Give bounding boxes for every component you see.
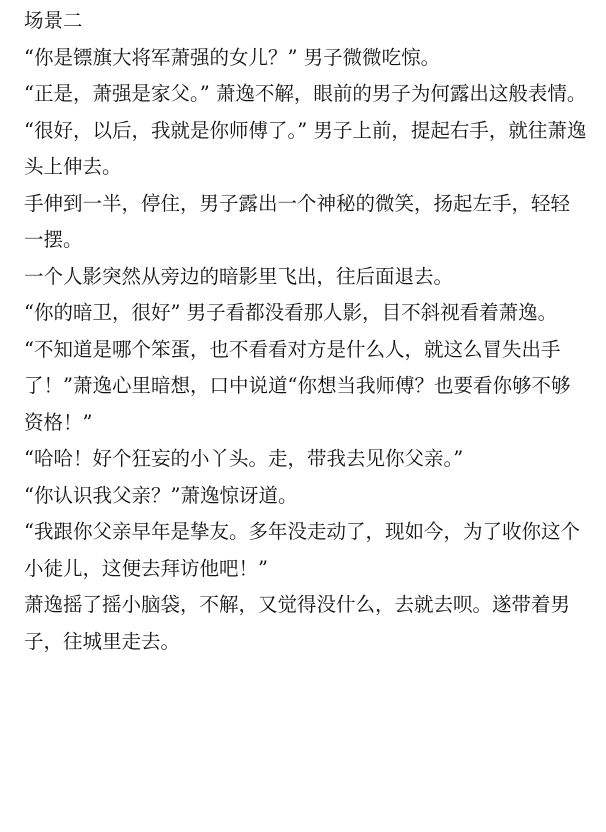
paragraph-1: “你是镖旗大将军萧强的女儿？” 男子微微吃惊。 <box>24 45 441 69</box>
paragraph-6: “你的暗卫，很好” 男子看都没看那人影，目不斜视看着萧逸。 <box>24 301 558 324</box>
paragraph-11: 萧逸摇了摇小脑袋，不解，又觉得没什么，去就去呗。遂带着男子，往城里走去。 <box>24 593 571 653</box>
paragraph-10: “我跟你父亲早年是挚友。多年没走动了，现如今，为了收你这个小徒儿，这便去拜访他吧！” <box>24 520 580 580</box>
paragraph-4: 手伸到一半，停住，男子露出一个神秘的微笑，扬起左手，轻轻一摆。 <box>24 191 571 251</box>
paragraph-3: “很好，以后，我就是你师傅了。” 男子上前，提起右手，就往萧逸头上伸去。 <box>24 118 587 178</box>
paragraph-9: “你认识我父亲？”萧逸惊讶道。 <box>24 483 298 507</box>
paragraph-8: “哈哈！好个狂妄的小丫头。走，带我去见你父亲。” <box>24 447 464 470</box>
paragraph-2: “正是，萧强是家父。” 萧逸不解，眼前的男子为何露出这般表情。 <box>24 82 587 105</box>
paragraph-5: 一个人影突然从旁边的暗影里飞出，往后面退去。 <box>24 264 454 288</box>
paragraph-7: “不知道是哪个笨蛋，也不看看对方是什么人，就这么冒失出手了！”萧逸心里暗想，口中说道“你想当我师傅？也要看你够不够资格！” <box>24 337 571 434</box>
scene-heading: 场景二 <box>24 9 83 32</box>
